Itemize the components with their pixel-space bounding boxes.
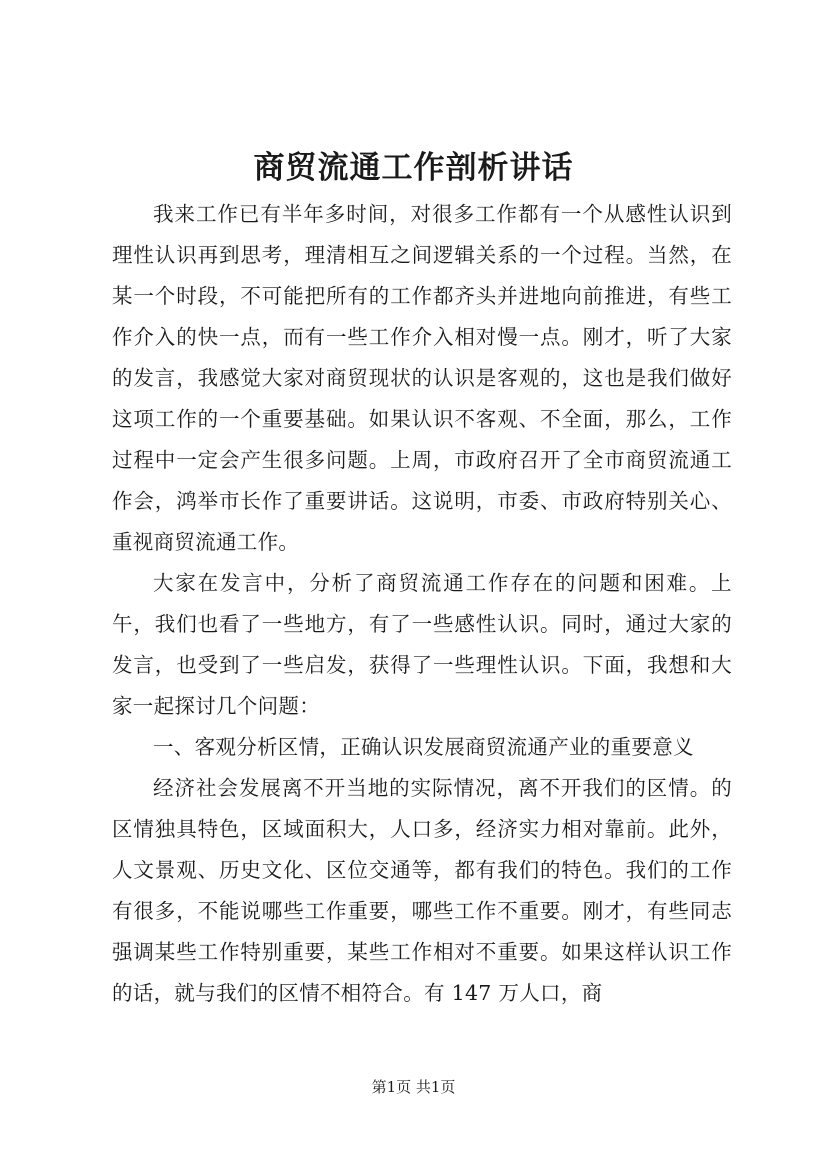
document-body [112, 194, 732, 1014]
paragraph-3: 经济社会发展离不开当地的实际情况，离不开我们的区情。的区情独具特色，区域面积大，人口多，经济实力相对靠前。此外，人文景观、历史文化、区位交通等，都有我们的特色。我们的工作有很多，不能说哪些工作重要，哪些工作不重要。刚才，有些同志强调某些工作特别重要，某些工作相对不重要。如果这样认识工作的话，就与我们的区情不相符合。有 147 万人口，商 [112, 776, 732, 1005]
paragraph-1: 我来工作已有半年多时间，对很多工作都有一个从感性认识到理性认识再到思考，理清相互之间逻辑关系的一个过程。当然，在某一个时段，不可能把所有的工作都齐头并进地向前推进，有些工作介入的快一点，而有一些工作介入相对慢一点。刚才，听了大家的发言，我感觉大家对商贸现状的认识是客观的，这也是我们做好这项工作的一个重要基础。如果认识不客观、不全面，那么，工作过程中一定会产生很多问题。上周，市政府召开了全市商贸流通工作会，鸿举市长作了重要讲话。这说明，市委、市政府特别关心、重视商贸流通工作。 [112, 202, 732, 554]
page-footer: 第1页 共1页 [371, 1078, 456, 1096]
section-heading-1: 一、客观分析区情，正确认识发展商贸流通产业的重要意义 [153, 735, 694, 759]
document-title: 商贸流通工作剖析讲话 [253, 150, 574, 186]
paragraph-2: 大家在发言中，分析了商贸流通工作存在的问题和困难。上午，我们也看了一些地方，有了一些感性认识。同时，通过大家的发言，也受到了一些启发，获得了一些理性认识。下面，我想和大家一起探讨几个问题： [112, 571, 732, 718]
